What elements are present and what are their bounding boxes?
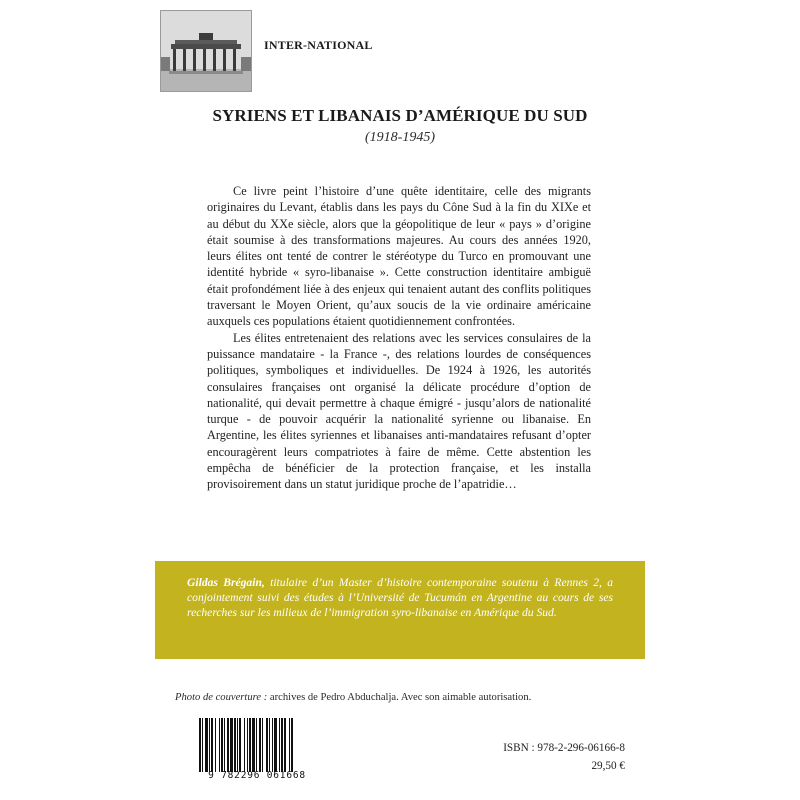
barcode-bar: [239, 718, 241, 772]
barcode-bar: [259, 718, 261, 772]
blurb-paragraph: Les élites entretenaient des relations avec les services consulaires de la puissance mandataire - la France -, des relations lourdes de conséquences politiques, symboliques et individuelles. De 1924 à 1926, les autorités consulaires françaises ont organisé la délicate procédure d’option de nationalité, qui devait permettre à chaque émigré - jusqu’alors de nationalité turque - de pouvoir acquérir la nationalité syrienne ou libanaise. En Argentine, les élites syriennes et libanaises anti-mandataires refusant d’opter encouragèrent leurs compatriotes à faire de même. Cette abstention les empêcha de bénéficier de la protection française, et les installa provisoirement dans un statut juridique proche de l’apatridie…: [207, 330, 591, 492]
barcode-bar: [279, 718, 280, 772]
barcode-bar: [272, 718, 273, 772]
barcode-bar: [274, 718, 277, 772]
book-title: SYRIENS ET LIBANAIS D’AMÉRIQUE DU SUD: [212, 106, 588, 125]
barcode-bar: [205, 718, 208, 772]
barcode-bar: [227, 718, 229, 772]
barcode-bar: [289, 718, 290, 772]
author-name: Gildas Brégain,: [187, 576, 265, 589]
barcode-bar: [291, 718, 293, 772]
barcode-bar: [230, 718, 233, 772]
barcode-bar: [262, 718, 263, 772]
monument-photo: [160, 10, 252, 92]
author-bio: [187, 576, 613, 620]
book-subtitle: (1918-1945): [365, 130, 435, 145]
photo-credit-label: Photo de couverture :: [175, 692, 268, 703]
barcode-bar: [266, 718, 268, 772]
photo-credit: [175, 692, 635, 703]
isbn: ISBN : 978-2-296-06166-8: [503, 742, 625, 754]
barcode-bar: [237, 718, 238, 772]
barcode-bar: [234, 718, 236, 772]
barcode-bar: [209, 718, 210, 772]
barcode-bar: [244, 718, 245, 772]
gate-monument-icon: [161, 11, 251, 91]
barcode: [199, 718, 315, 772]
barcode-bar: [224, 718, 225, 772]
barcode-bar: [284, 718, 286, 772]
author-band: [155, 561, 645, 659]
barcode-bar: [215, 718, 216, 772]
blurb: [207, 183, 591, 493]
book-back-cover: [155, 0, 645, 800]
barcode-bar: [199, 718, 201, 772]
barcode-bar: [249, 718, 251, 772]
barcode-bar: [202, 718, 203, 772]
barcode-bar: [221, 718, 223, 772]
series-name: INTER-NATIONAL: [264, 38, 373, 52]
barcode-bar: [256, 718, 257, 772]
photo-credit-text: archives de Pedro Abduchalja. Avec son aimable autorisation.: [267, 692, 532, 703]
barcode-bar: [281, 718, 283, 772]
barcode-digits: 9 782296 061668: [208, 770, 306, 781]
barcode-bar: [247, 718, 248, 772]
blurb-paragraph: Ce livre peint l’histoire d’une quête identitaire, celle des migrants originaires du Levant, établis dans les pays du Cône Sud à la fin du XIXe et au début du XXe siècle, alors que la géopolitique de leur « pays » d’origine était soumise à des transformations majeures. Au cours des années 1920, leurs élites ont tenté de contrer le stéréotype du Turco en promouvant une identité hybride « syro-libanaise ». Cette construction identitaire ambiguë était profondément liée à des enjeux qui tenaient autant des conflits politiques traversant le Moyen Orient, qu’aux soucis de la vie ordinaire américaine auxquels ces populations étaient quotidiennement confrontées.: [207, 184, 591, 329]
barcode-bar: [219, 718, 220, 772]
barcode-bar: [252, 718, 255, 772]
barcode-bar: [269, 718, 270, 772]
barcode-bar: [211, 718, 213, 772]
author-bio-text: titulaire d’un Master d’histoire contemporaine soutenu à Rennes 2, a conjointement suivi des études à l’Université de Tucumán en Argentine au cours de ses recherches sur les milieux de l’immigration syro-libanaise en Amérique du Sud.: [187, 576, 614, 619]
price: 29,50 €: [591, 760, 625, 772]
